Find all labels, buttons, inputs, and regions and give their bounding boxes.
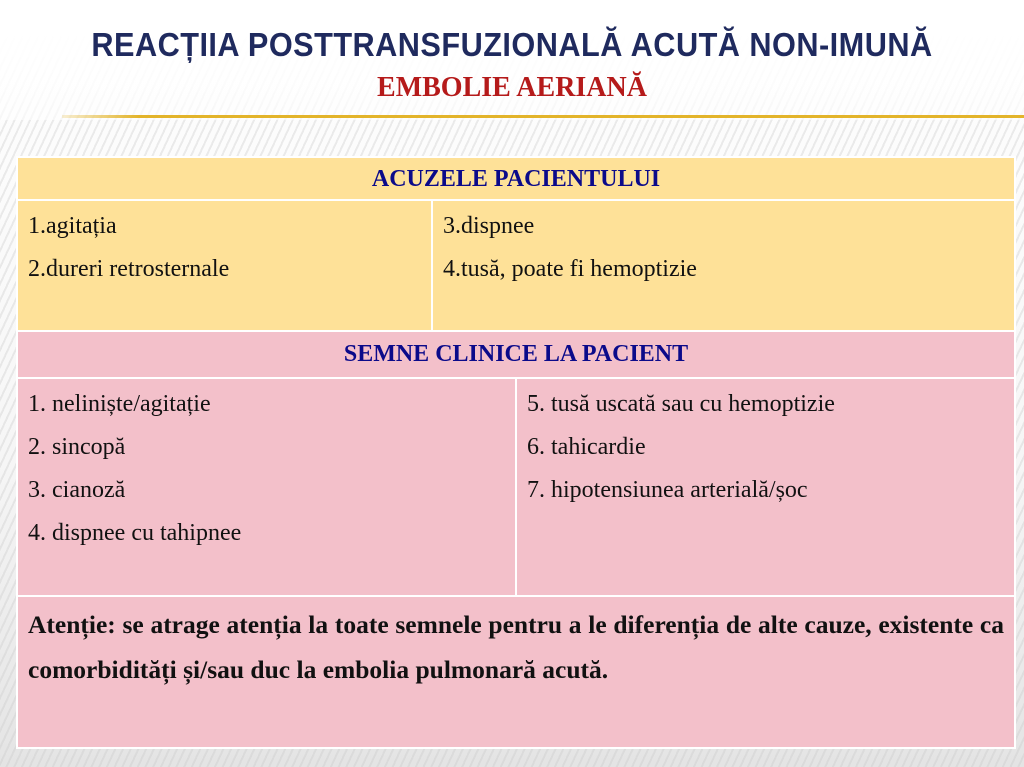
list-item: 5. tusă uscată sau cu hemoptizie — [527, 391, 835, 417]
title-area — [0, 0, 1024, 120]
complaints-header — [18, 158, 1014, 199]
title-divider — [62, 115, 1024, 118]
signs-header-label: SEMNE CLINICE LA PACIENT — [343, 341, 689, 367]
list-item: 4. dispnee cu tahipnee — [28, 520, 242, 546]
slide-subtitle: EMBOLIE AERIANĂ — [377, 72, 647, 103]
list-item: 2. sincopă — [28, 434, 126, 460]
signs-left-cell — [18, 379, 515, 595]
list-item: 4.tusă, poate fi hemoptizie — [443, 256, 697, 282]
complaints-header-label: ACUZELE PACIENTULUI — [371, 166, 661, 192]
list-item: 6. tahicardie — [527, 434, 646, 460]
list-item: 1.agitația — [28, 213, 117, 239]
list-item: 3. cianoză — [28, 477, 126, 503]
list-item: 7. hipotensiunea arterială/șoc — [527, 477, 808, 503]
attention-note: Atenție: se atrage atenția la toate semnele pentru a le diferenția de alte cauze, existente ca comorbidități și/sau duc la embolia pulmonară acută. — [28, 610, 1004, 684]
list-item: 3.dispnee — [443, 213, 535, 239]
complaints-left-cell — [18, 201, 431, 330]
list-item: 1. neliniște/agitație — [28, 391, 211, 417]
complaints-right-cell — [433, 201, 1014, 330]
slide-title: REACȚIIA POSTTRANSFUZIONALĂ ACUTĂ NON-IMUNĂ — [91, 26, 933, 63]
attention-note-cell — [18, 597, 1014, 747]
list-item: 2.dureri retrosternale — [28, 256, 230, 282]
signs-header — [18, 332, 1014, 377]
signs-right-cell — [517, 379, 1014, 595]
symptoms-table — [16, 156, 1016, 749]
